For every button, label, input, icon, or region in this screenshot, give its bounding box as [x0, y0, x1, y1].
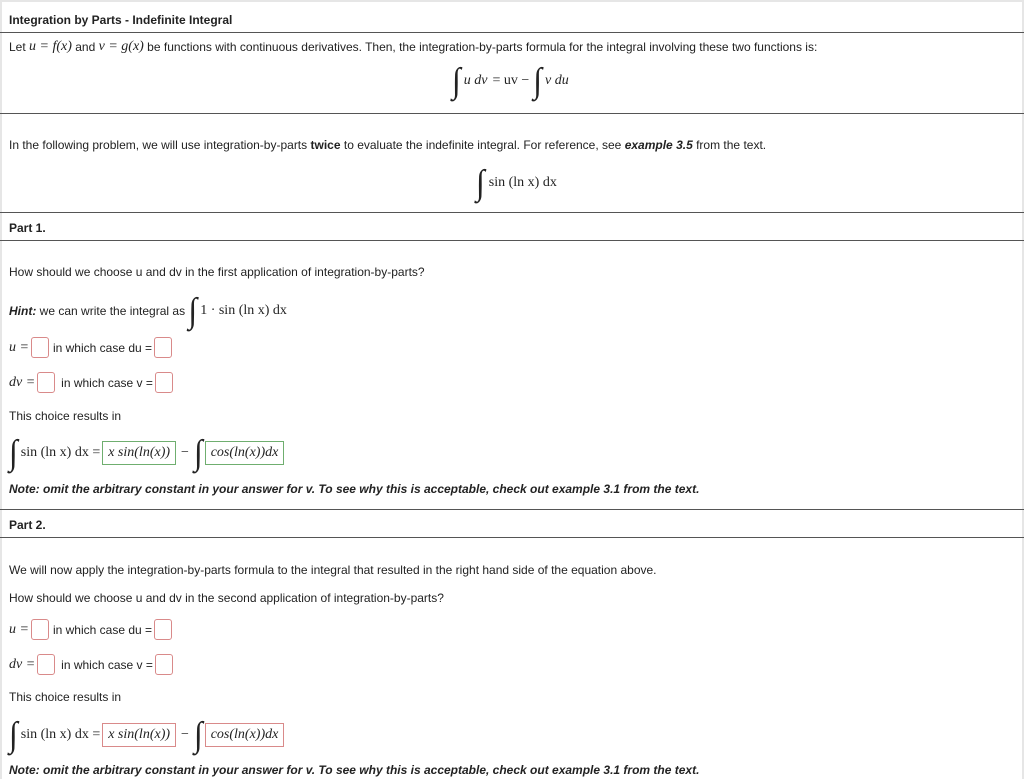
part1-question: How should we choose u and dv in the first application of integration-by-parts?: [9, 265, 425, 279]
part2-du-input[interactable]: [154, 619, 172, 640]
part2-dv-row: [9, 654, 173, 675]
integral-sign: ∫: [533, 60, 543, 100]
part2-u-row: [9, 619, 172, 640]
divider: [0, 212, 1024, 213]
minus-sign: −: [181, 726, 189, 742]
intro-and: and: [75, 40, 96, 54]
part1-answer-vdu[interactable]: cos(ln(x))dx: [205, 441, 285, 465]
result-lhs: sin (ln x) dx =: [20, 444, 101, 460]
hint-integral: 1 · sin (ln x) dx: [200, 302, 287, 318]
du-label: in which case du =: [52, 340, 153, 355]
part2-u-input[interactable]: [31, 619, 49, 640]
problem-integrand: sin (ln x) dx: [488, 174, 557, 190]
divider: [0, 509, 1024, 510]
part2-note: Note: omit the arbitrary constant in your answer for v. To see why this is acceptable, check out example 3.1 from the text.: [9, 763, 700, 777]
part1-u-row: [9, 337, 172, 358]
v-label: in which case v =: [61, 657, 153, 672]
intro-u-eq: u = f(x): [29, 39, 72, 54]
part1-hint: [9, 292, 287, 329]
intro-line: [9, 39, 817, 55]
part2-dv-input[interactable]: [37, 654, 55, 675]
intro-v-eq: v = g(x): [98, 39, 144, 54]
problem-mid: to evaluate the indefinite integral. For reference, see: [343, 138, 622, 152]
integral-sign: ∫: [476, 162, 485, 202]
integral-sign: ∫: [9, 714, 18, 754]
dv-label: dv =: [9, 656, 36, 672]
u-label: u =: [9, 339, 29, 355]
parts-formula: [452, 62, 569, 99]
part2-v-input[interactable]: [155, 654, 173, 675]
hint-label: Hint:: [9, 303, 37, 318]
formula-rhs: v du: [545, 72, 569, 88]
problem-integral: [476, 164, 557, 201]
part1-du-input[interactable]: [154, 337, 172, 358]
formula-eq: = uv −: [492, 72, 530, 88]
page-title: Integration by Parts - Indefinite Integral: [9, 13, 233, 27]
part1-result-text: This choice results in: [9, 409, 122, 423]
part1-note: Note: omit the arbitrary constant in your answer for v. To see why this is acceptable, check out example 3.1 from the text.: [9, 482, 700, 496]
divider: [0, 113, 1024, 114]
divider: [0, 537, 1024, 538]
problem-twice: twice: [310, 138, 341, 152]
du-label: in which case du =: [52, 622, 153, 637]
integral-sign: ∫: [188, 290, 198, 330]
part1-answer-uv[interactable]: x sin(ln(x)): [102, 441, 176, 465]
part2-result-equation: [9, 716, 284, 753]
divider: [0, 240, 1024, 241]
problem-pre: In the following problem, we will use integration-by-parts: [9, 138, 308, 152]
part2-label: Part 2.: [9, 518, 46, 532]
problem-post: from the text.: [696, 138, 767, 152]
problem-statement: [9, 138, 766, 152]
part2-answer-uv[interactable]: x sin(ln(x)): [102, 723, 176, 747]
problem-example: example 3.5: [624, 138, 693, 152]
part1-v-input[interactable]: [155, 372, 173, 393]
minus-sign: −: [181, 444, 189, 460]
part2-answer-vdu[interactable]: cos(ln(x))dx: [205, 723, 285, 747]
integral-sign: ∫: [193, 714, 203, 754]
frame-left: [0, 0, 2, 779]
frame-top: [0, 0, 1024, 2]
part2-result-text: This choice results in: [9, 690, 122, 704]
intro-rest: be functions with continuous derivatives. Then, the integration-by-parts formula for the integral involving these two functions is:: [147, 40, 818, 54]
dv-label: dv =: [9, 374, 36, 390]
intro-let: Let: [9, 40, 26, 54]
part2-question: How should we choose u and dv in the second application of integration-by-parts?: [9, 591, 444, 605]
integral-sign: ∫: [9, 432, 18, 472]
result-lhs: sin (ln x) dx =: [20, 726, 101, 742]
u-label: u =: [9, 621, 29, 637]
integral-sign: ∫: [193, 432, 203, 472]
formula-lhs: u dv: [463, 72, 488, 88]
part1-u-input[interactable]: [31, 337, 49, 358]
part1-label: Part 1.: [9, 221, 46, 235]
v-label: in which case v =: [61, 375, 153, 390]
part1-dv-row: [9, 372, 173, 393]
divider: [0, 32, 1024, 33]
part1-dv-input[interactable]: [37, 372, 55, 393]
hint-text: we can write the integral as: [39, 303, 186, 318]
part2-intro: We will now apply the integration-by-parts formula to the integral that resulted in the right hand side of the equation above.: [9, 563, 657, 577]
part1-result-equation: [9, 434, 284, 471]
integral-sign: ∫: [452, 60, 461, 100]
